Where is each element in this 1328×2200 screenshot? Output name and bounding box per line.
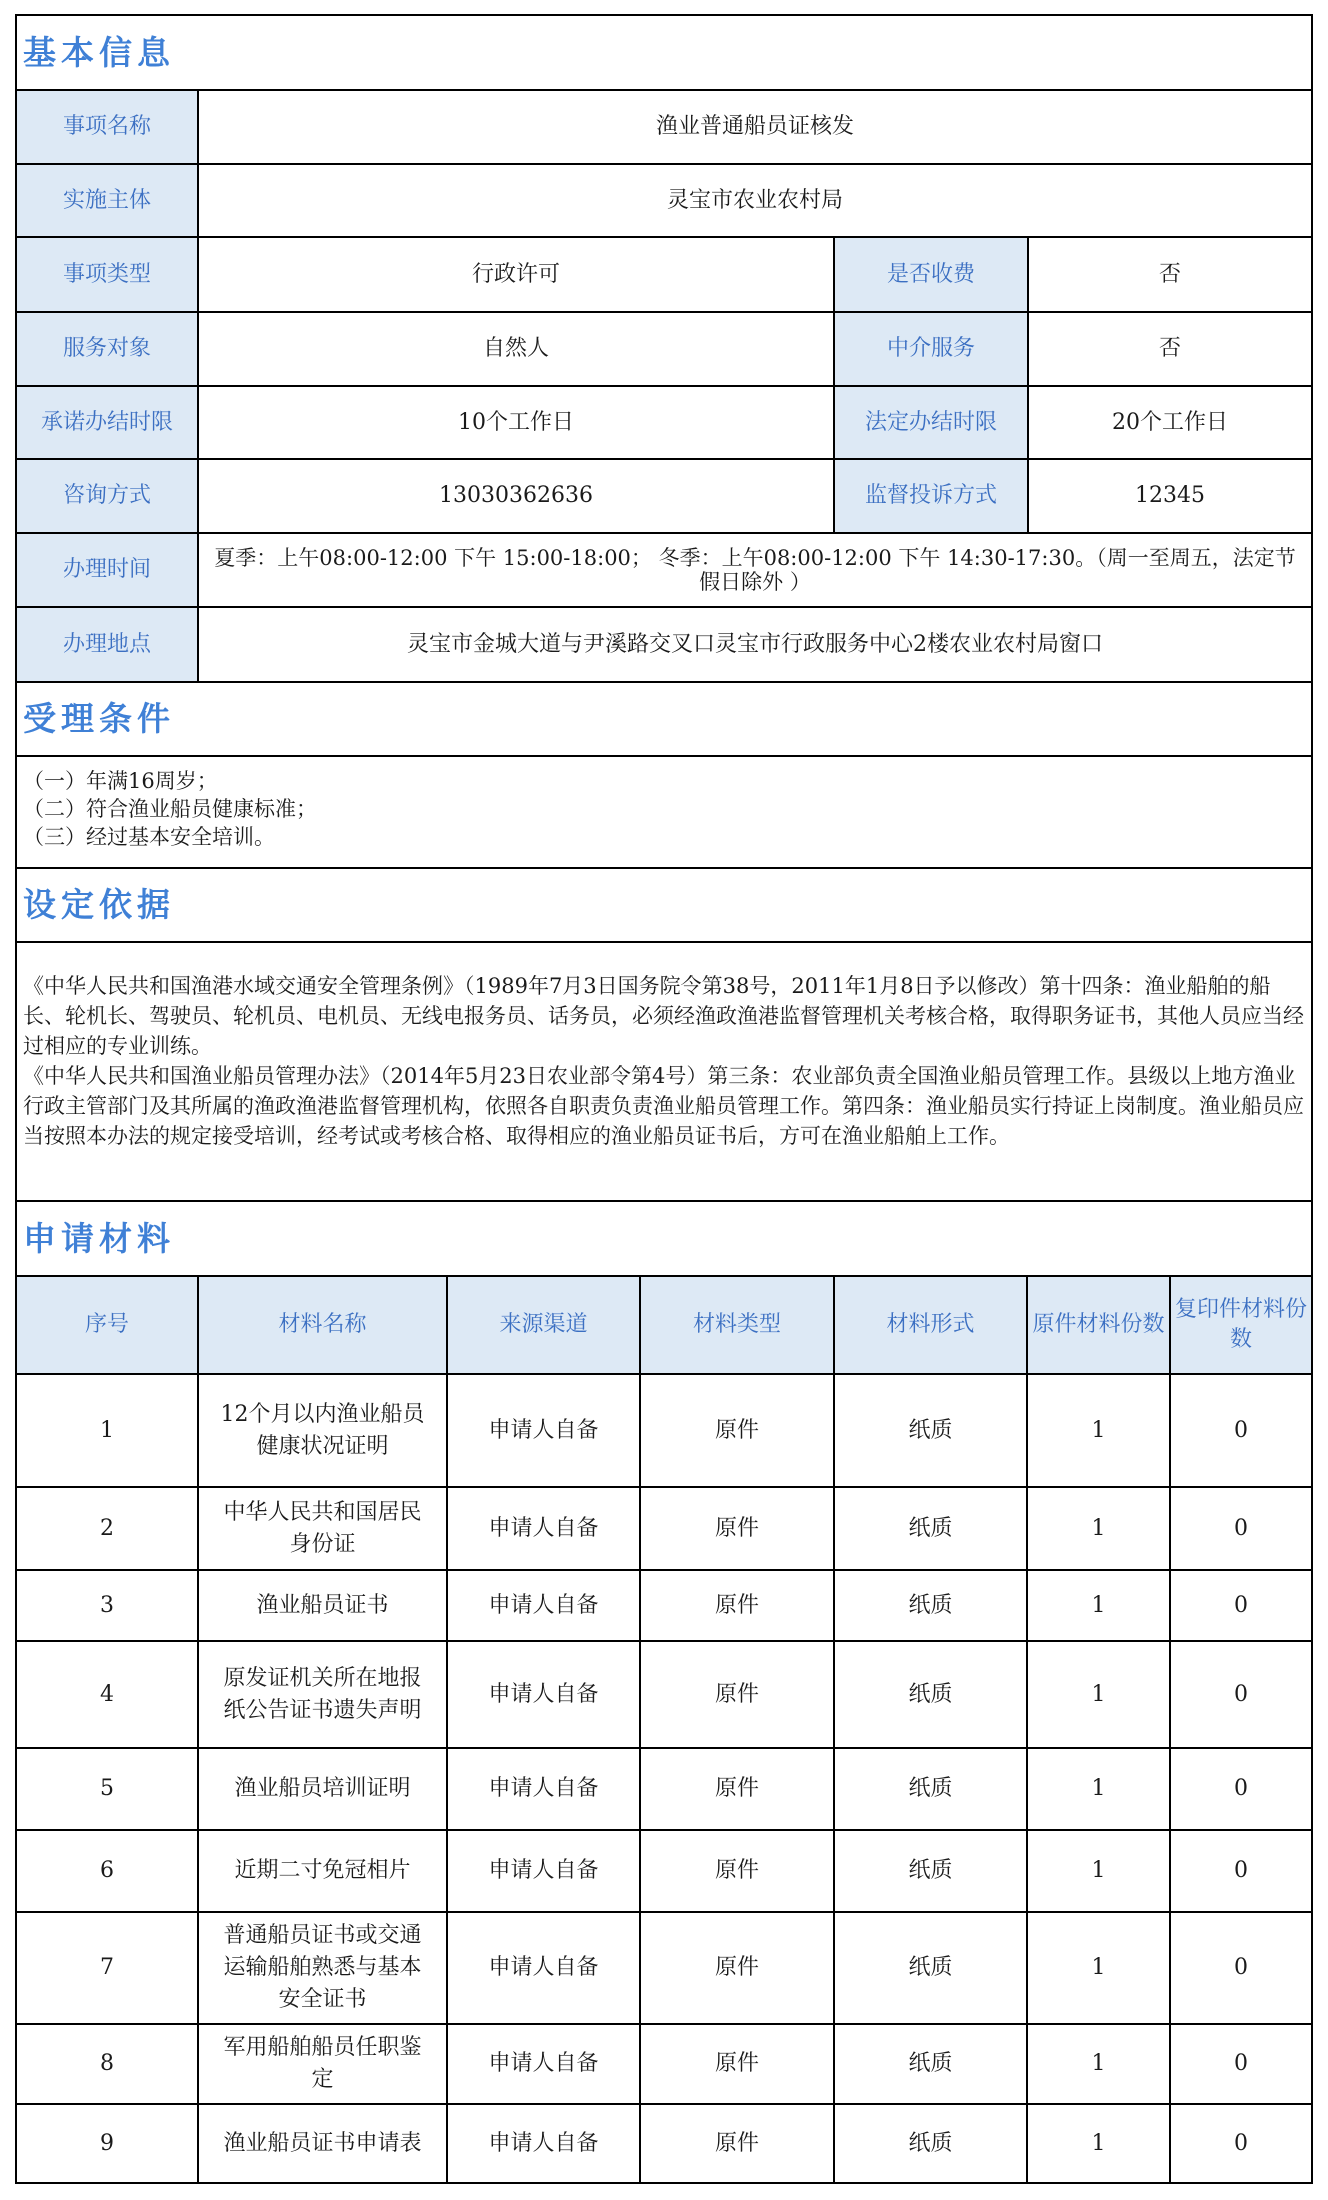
material-cell-original-count: 1 — [1026, 1640, 1171, 1749]
material-cell-type: 原件 — [639, 1829, 835, 1913]
material-cell-original-count: 1 — [1026, 1747, 1171, 1831]
material-cell-name: 渔业船员培训证明 — [197, 1747, 448, 1831]
value-intermediary: 否 — [1027, 311, 1313, 387]
conditions-list — [15, 755, 1313, 869]
material-cell-no: 5 — [15, 1747, 199, 1831]
material-cell-original-count: 1 — [1026, 1486, 1171, 1571]
condition-item: （一）年满16周岁； — [23, 769, 218, 793]
table-header-original-count: 原件材料份数 — [1026, 1275, 1171, 1375]
material-cell-original-count: 1 — [1026, 1829, 1171, 1913]
material-cell-copy-count: 0 — [1169, 1373, 1313, 1488]
material-cell-type: 原件 — [639, 1486, 835, 1571]
material-cell-source: 申请人自备 — [446, 1911, 641, 2025]
section-title-conditions: 受理条件 — [15, 681, 1313, 757]
material-cell-no: 1 — [15, 1373, 199, 1488]
material-cell-no: 9 — [15, 2103, 199, 2184]
material-cell-type: 原件 — [639, 1911, 835, 2025]
value-implementer: 灵宝市农业农村局 — [197, 163, 1313, 238]
value-complaint: 12345 — [1027, 458, 1313, 534]
value-service-target: 自然人 — [197, 311, 835, 387]
value-consult-phone: 13030362636 — [197, 458, 835, 534]
material-cell-source: 申请人自备 — [446, 2023, 641, 2105]
table-header-name: 材料名称 — [197, 1275, 448, 1375]
material-cell-name: 渔业船员证书 — [197, 1569, 448, 1642]
material-cell-source: 申请人自备 — [446, 1373, 641, 1488]
value-legal-limit: 20个工作日 — [1027, 385, 1313, 460]
material-cell-form: 纸质 — [833, 1911, 1028, 2025]
material-cell-name: 中华人民共和国居民身份证 — [197, 1486, 448, 1571]
material-cell-copy-count: 0 — [1169, 1747, 1313, 1831]
label-service-target: 服务对象 — [15, 311, 199, 387]
material-cell-source: 申请人自备 — [446, 1640, 641, 1749]
material-cell-source: 申请人自备 — [446, 2103, 641, 2184]
material-cell-copy-count: 0 — [1169, 1911, 1313, 2025]
material-cell-original-count: 1 — [1026, 1373, 1171, 1488]
material-cell-form: 纸质 — [833, 1640, 1028, 1749]
material-cell-name: 军用船舶船员任职鉴定 — [197, 2023, 448, 2105]
material-cell-original-count: 1 — [1026, 1911, 1171, 2025]
service-info-sheet — [16, 15, 1312, 2183]
label-intermediary: 中介服务 — [833, 311, 1029, 387]
table-header-no: 序号 — [15, 1275, 199, 1375]
table-header-type: 材料类型 — [639, 1275, 835, 1375]
value-promised-limit: 10个工作日 — [197, 385, 835, 460]
material-cell-no: 7 — [15, 1911, 199, 2025]
material-cell-no: 8 — [15, 2023, 199, 2105]
section-title-materials: 申请材料 — [15, 1200, 1313, 1277]
material-cell-copy-count: 0 — [1169, 2103, 1313, 2184]
label-legal-limit: 法定办结时限 — [833, 385, 1029, 460]
table-header-copy-count: 复印件材料份数 — [1169, 1275, 1313, 1375]
material-cell-source: 申请人自备 — [446, 1569, 641, 1642]
material-cell-source: 申请人自备 — [446, 1829, 641, 1913]
basis-paragraph: 《中华人民共和国渔港水域交通安全管理条例》（1989年7月3日国务院令第38号，2011年1月8日予以修改）第十四条：渔业船舶的船长、轮机长、驾驶员、轮机员、电机员、无线电报务员、话务员，必须经渔政渔港监督管理机关考核合格，取得职务证书，其他人员应当经过相应的专业训练。 — [23, 974, 1304, 1058]
material-cell-copy-count: 0 — [1169, 1640, 1313, 1749]
material-cell-original-count: 1 — [1026, 2103, 1171, 2184]
material-cell-name: 近期二寸免冠相片 — [197, 1829, 448, 1913]
material-cell-name: 渔业船员证书申请表 — [197, 2103, 448, 2184]
material-cell-copy-count: 0 — [1169, 1569, 1313, 1642]
material-cell-no: 6 — [15, 1829, 199, 1913]
material-cell-form: 纸质 — [833, 1486, 1028, 1571]
value-location: 灵宝市金城大道与尹溪路交叉口灵宝市行政服务中心2楼农业农村局窗口 — [197, 606, 1313, 683]
label-complaint: 监督投诉方式 — [833, 458, 1029, 534]
material-cell-type: 原件 — [639, 2023, 835, 2105]
label-implementer: 实施主体 — [15, 163, 199, 238]
material-cell-type: 原件 — [639, 1569, 835, 1642]
basis-text-block — [15, 941, 1313, 1202]
material-cell-name: 原发证机关所在地报纸公告证书遗失声明 — [197, 1640, 448, 1749]
label-hours: 办理时间 — [15, 532, 199, 608]
material-cell-copy-count: 0 — [1169, 1829, 1313, 1913]
label-promised-limit: 承诺办结时限 — [15, 385, 199, 460]
value-item-name: 渔业普通船员证核发 — [197, 89, 1313, 165]
material-cell-form: 纸质 — [833, 2103, 1028, 2184]
condition-item: （三）经过基本安全培训。 — [23, 825, 275, 849]
material-cell-no: 2 — [15, 1486, 199, 1571]
table-header-form: 材料形式 — [833, 1275, 1028, 1375]
material-cell-type: 原件 — [639, 2103, 835, 2184]
label-item-type: 事项类型 — [15, 236, 199, 313]
material-cell-form: 纸质 — [833, 1747, 1028, 1831]
material-cell-original-count: 1 — [1026, 1569, 1171, 1642]
material-cell-type: 原件 — [639, 1640, 835, 1749]
material-cell-source: 申请人自备 — [446, 1486, 641, 1571]
table-header-source: 来源渠道 — [446, 1275, 641, 1375]
value-item-type: 行政许可 — [197, 236, 835, 313]
label-consult: 咨询方式 — [15, 458, 199, 534]
label-item-name: 事项名称 — [15, 89, 199, 165]
label-fee: 是否收费 — [833, 236, 1029, 313]
material-cell-no: 3 — [15, 1569, 199, 1642]
material-cell-form: 纸质 — [833, 2023, 1028, 2105]
material-cell-type: 原件 — [639, 1373, 835, 1488]
material-cell-original-count: 1 — [1026, 2023, 1171, 2105]
material-cell-form: 纸质 — [833, 1569, 1028, 1642]
material-cell-copy-count: 0 — [1169, 2023, 1313, 2105]
material-cell-source: 申请人自备 — [446, 1747, 641, 1831]
value-hours: 夏季：上午08:00-12:00 下午 15:00-18:00； 冬季：上午08:00-12:00 下午 14:30-17:30。（周一至周五，法定节假日除外 ） — [197, 532, 1313, 608]
material-cell-no: 4 — [15, 1640, 199, 1749]
material-cell-form: 纸质 — [833, 1829, 1028, 1913]
material-cell-form: 纸质 — [833, 1373, 1028, 1488]
material-cell-name: 普通船员证书或交通运输船舶熟悉与基本安全证书 — [197, 1911, 448, 2025]
material-cell-copy-count: 0 — [1169, 1486, 1313, 1571]
condition-item: （二）符合渔业船员健康标准； — [23, 797, 317, 821]
material-cell-type: 原件 — [639, 1747, 835, 1831]
section-title-basic-info: 基本信息 — [15, 14, 1313, 91]
basis-paragraph: 《中华人民共和国渔业船员管理办法》（2014年5月23日农业部令第4号）第三条：农业部负责全国渔业船员管理工作。县级以上地方渔业行政主管部门及其所属的渔政渔港监督管理机构，依照各自职责负责渔业船员管理工作。第四条：渔业船员实行持证上岗制度。渔业船员应当按照本办法的规定接受培训，经考试或考核合格、取得相应的渔业船员证书后，方可在渔业船舶上工作。 — [23, 1064, 1304, 1148]
value-fee: 否 — [1027, 236, 1313, 313]
section-title-basis: 设定依据 — [15, 867, 1313, 943]
label-location: 办理地点 — [15, 606, 199, 683]
material-cell-name: 12个月以内渔业船员健康状况证明 — [197, 1373, 448, 1488]
